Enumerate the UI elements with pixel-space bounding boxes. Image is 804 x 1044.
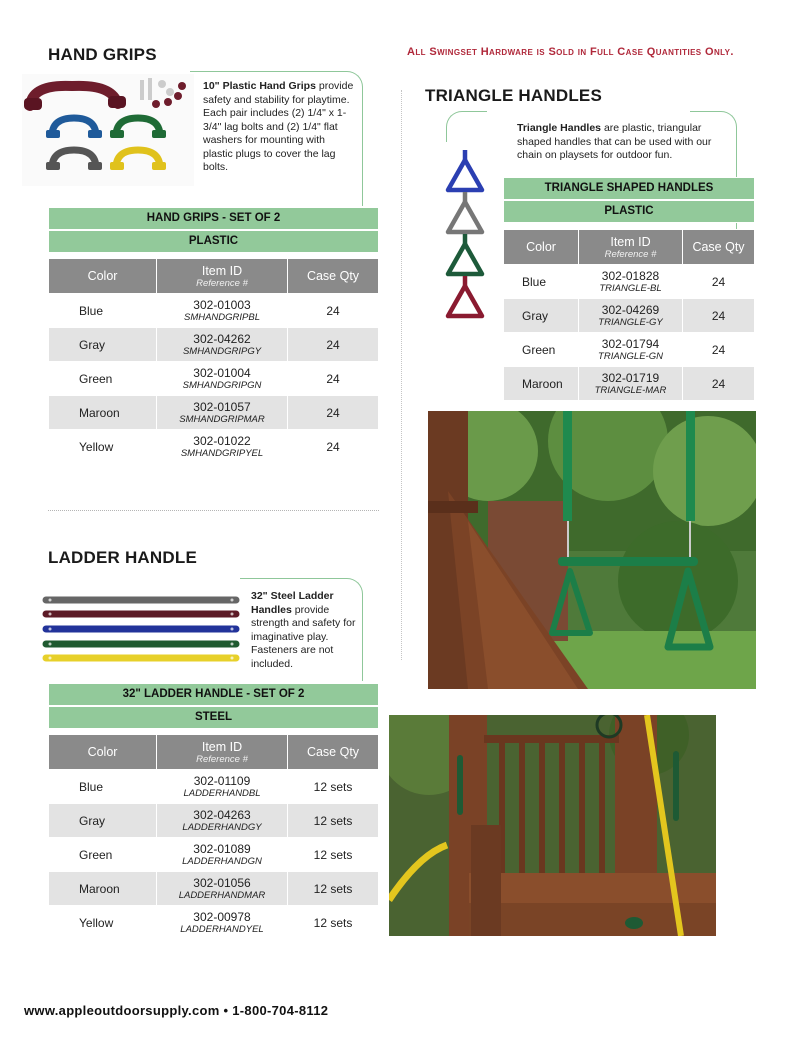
row-ref: SMHANDGRIPBL [183,312,260,323]
row-item [157,362,288,396]
table-row [49,804,379,838]
footer-contact: www.appleoutdoorsupply.com • 1-800-704-8112 [24,1003,329,1018]
row-item [579,367,683,401]
hand-grips-desc-bold: 10" Plastic Hand Grips [203,80,316,92]
hand-grips-bar-material: PLASTIC [48,230,379,253]
case-quantity-notice: All Swingset Hardware is Sold in Full Case Quantities Only. [407,46,734,58]
row-qty: 12 sets [288,906,379,940]
ladder-handle-bar-set: 32" LADDER HANDLE - SET OF 2 [48,683,379,706]
hand-grips-desc-text: provide safety and stability for playtime. Each pair includes (2) 1/4" x 1-3/4" lag bolts and (2) 1/4" flat washers for mounting with plastic plugs to cover the lag bolts. [203,80,354,173]
row-color: Blue [504,265,579,299]
triangle-bracket-left [446,111,487,142]
col-item-id [157,735,288,770]
ladder-handle-description [251,590,359,671]
row-color: Gray [504,299,579,333]
hand-grips-title: HAND GRIPS [48,45,157,64]
ladder-handle-desc-bold: 32" Steel Ladder Handles [251,590,334,616]
col-case-qty: Case Qty [683,230,755,265]
col-case-qty: Case Qty [288,735,379,770]
row-id: 302-01056 [193,876,251,890]
table-row [504,265,755,299]
ladder-handle-title: LADDER HANDLE [48,548,197,567]
row-qty: 24 [683,367,755,401]
row-qty: 24 [288,328,379,362]
row-id: 302-00978 [193,910,251,924]
row-item [157,396,288,430]
table-row [49,396,379,430]
row-ref: SMHANDGRIPGN [182,380,262,391]
row-item [157,328,288,362]
table-row [49,362,379,396]
triangle-bar-set: TRIANGLE SHAPED HANDLES [503,177,755,200]
row-ref: TRIANGLE-BL [599,283,662,294]
row-id: 302-01089 [193,842,251,856]
col-case-qty: Case Qty [288,259,379,294]
ladder-handle-table [48,734,379,940]
row-color: Maroon [504,367,579,401]
row-item [157,872,288,906]
col-color: Color [504,230,579,265]
row-ref: SMHANDGRIPYEL [180,448,264,459]
row-color: Maroon [49,396,157,430]
row-id: 302-01719 [601,371,660,385]
row-item [157,838,288,872]
col-ref-label: Reference # [196,753,248,765]
table-row [49,906,379,940]
col-color: Color [49,735,157,770]
row-id: 302-04263 [193,808,251,822]
triangle-bar-material: PLASTIC [503,200,755,223]
row-item [157,294,288,328]
row-color: Blue [49,294,157,328]
row-item [579,299,683,333]
row-item [157,430,288,464]
triangle-desc-text: are plastic, triangular shaped handles that can be used with our chain on playsets for outdoor fun. [517,122,712,161]
ladder-handle-image [40,592,244,666]
row-qty: 24 [288,362,379,396]
row-color: Yellow [49,430,157,464]
col-color: Color [49,259,157,294]
row-id: 302-04262 [193,332,251,346]
hand-grips-image [22,74,194,186]
table-row [49,838,379,872]
row-id: 302-01004 [193,366,251,380]
row-color: Green [504,333,579,367]
table-row [49,294,379,328]
row-qty: 12 sets [288,838,379,872]
table-row [504,367,755,401]
section-divider [48,510,379,511]
row-color: Maroon [49,872,157,906]
col-item-label: Item ID [201,739,243,754]
playset-ladder-photo [389,715,716,936]
column-divider [401,90,402,660]
row-color: Gray [49,328,157,362]
row-qty: 24 [683,299,755,333]
triangle-handles-table [503,229,755,401]
hand-grips-bar-set: HAND GRIPS - SET OF 2 [48,207,379,230]
row-qty: 24 [683,265,755,299]
row-qty: 24 [288,294,379,328]
row-ref: SMHANDGRIPGY [182,346,262,357]
row-color: Gray [49,804,157,838]
hand-grips-description [203,80,355,175]
row-item [579,265,683,299]
triangle-handles-title: TRIANGLE HANDLES [425,86,602,105]
row-qty: 12 sets [288,872,379,906]
row-id: 302-04269 [601,303,660,317]
table-row [49,872,379,906]
row-ref: LADDERHANDGY [182,822,262,833]
triangle-handles-image [438,146,492,320]
row-ref: TRIANGLE-GN [598,351,663,362]
row-ref: LADDERHANDBL [183,788,261,799]
row-id: 302-01003 [193,298,251,312]
trapeze-bar-photo [428,411,756,689]
row-qty: 24 [288,430,379,464]
col-ref-label: Reference # [604,248,657,260]
row-color: Yellow [49,906,157,940]
row-color: Green [49,362,157,396]
row-ref: TRIANGLE-MAR [594,385,667,396]
row-item [157,804,288,838]
row-ref: LADDERHANDYEL [180,924,264,935]
triangle-desc-bold: Triangle Handles [517,122,602,134]
table-row [49,328,379,362]
row-ref: LADDERHANDMAR [178,890,266,901]
ladder-handle-desc-text: provide strength and safety for imaginative play. Fasteners are not included. [251,603,356,670]
col-item-label: Item ID [610,234,651,249]
table-row [49,430,379,464]
col-item-id [579,230,683,265]
col-item-id [157,259,288,294]
col-ref-label: Reference # [196,277,248,289]
row-qty: 24 [683,333,755,367]
row-ref: TRIANGLE-GY [598,317,663,328]
row-item [579,333,683,367]
col-item-label: Item ID [201,263,243,278]
table-row [49,770,379,804]
row-qty: 12 sets [288,770,379,804]
row-color: Blue [49,770,157,804]
row-ref: SMHANDGRIPMAR [179,414,265,425]
row-id: 302-01057 [193,400,251,414]
table-row [504,333,755,367]
table-row [504,299,755,333]
ladder-handle-bar-material: STEEL [48,706,379,729]
row-item [157,906,288,940]
row-ref: LADDERHANDGN [182,856,262,867]
row-qty: 24 [288,396,379,430]
row-id: 302-01109 [193,774,251,788]
triangle-handles-description [517,122,727,163]
hand-grips-table [48,258,379,464]
row-item [157,770,288,804]
row-id: 302-01022 [193,434,251,448]
row-qty: 12 sets [288,804,379,838]
row-id: 302-01794 [601,337,660,351]
row-color: Green [49,838,157,872]
row-id: 302-01828 [601,269,660,283]
